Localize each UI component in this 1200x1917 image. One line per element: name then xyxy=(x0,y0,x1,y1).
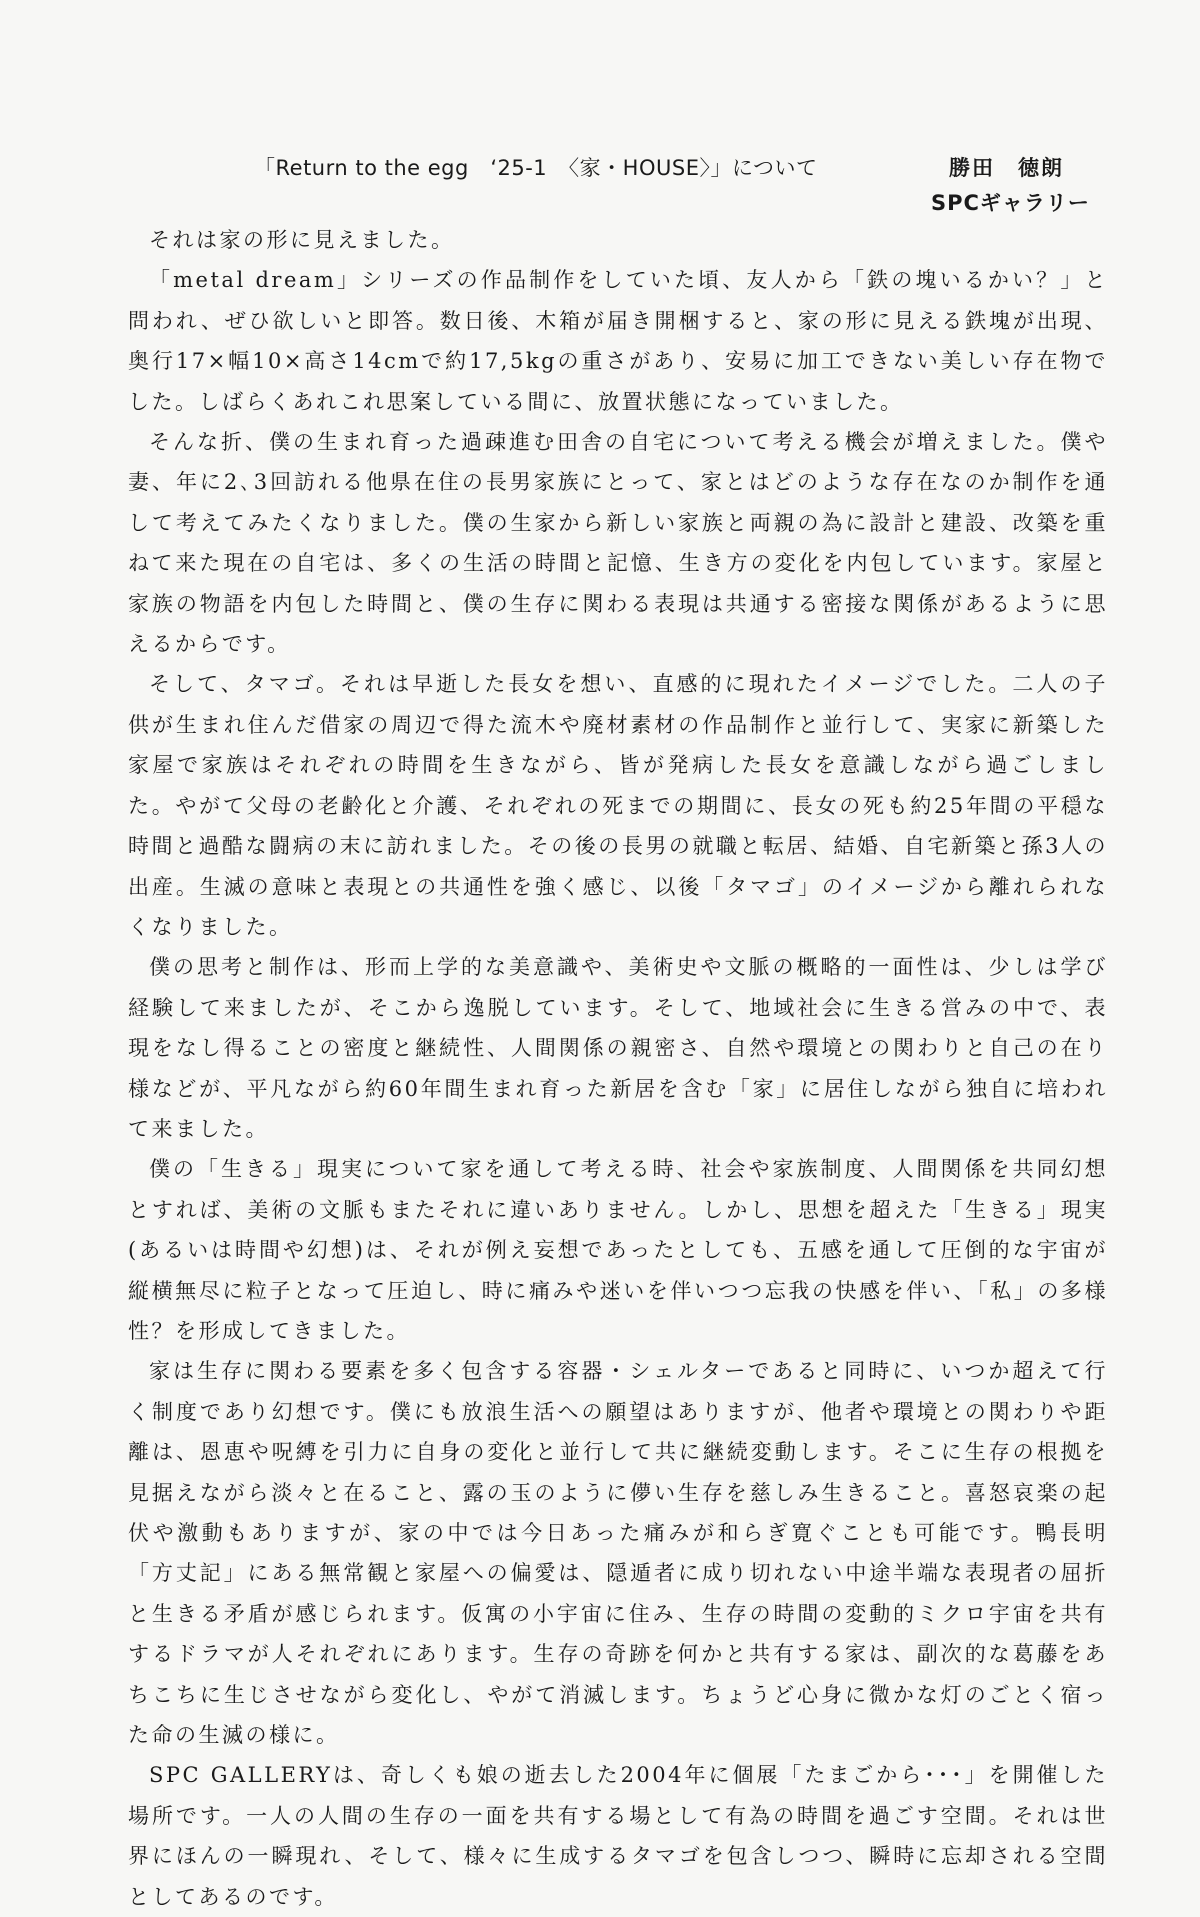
paragraph: 僕の思考と制作は、形而上学的な美意識や、美術史や文脈の概略的一面性は、少しは学び経験して来ましたが、そこから逸脱しています。そして、地域社会に生きる営みの中で、表現をなし得ることの密度と継続性、人間関係の親密さ、自然や環境との関わりと自己の在り様などが、平凡ながら約60年間生まれ育った新居を含む「家」に居住しながら独自に培われて来ました。 xyxy=(128,955,1108,1141)
essay-body xyxy=(128,220,1108,1917)
paragraph: SPC GALLERYは、奇しくも娘の逝去した2004年に個展「たまごから･･･」を開催した場所です。一人の人間の生存の一面を共有する場として有為の時間を過ごす空間。それは世界にほんの一瞬現れ、そして、様々に生成するタマゴを包含しつつ、瞬時に忘却される空間としてあるのです。 xyxy=(128,1763,1108,1909)
paragraph: それは家の形に見えました。 xyxy=(149,228,455,252)
paragraph: 家は生存に関わる要素を多く包含する容器・シェルターであると同時に、いつか超えて行く制度であり幻想です。僕にも放浪生活への願望はありますが、他者や環境との関わりや距離は、恩恵や呪縛を引力に自身の変化と並行して共に継続変動します。そこに生存の根拠を見据えながら淡々と在ること、露の玉のように儚い生存を慈しみ生きること。喜怒哀楽の起伏や激動もありますが、家の中では今日あった痛みが和らぎ寛ぐことも可能です。鴨長明「方丈記」にある無常観と家屋への偏愛は、隠遁者に成り切れない中途半端な表現者の屈折と生きる矛盾が感じられます。仮寓の小宇宙に住み、生存の時間の変動的ミクロ宇宙を共有するドラマが人それぞれにあります。生存の奇跡を何かと共有する家は、副次的な葛藤をあちこちに生じさせながら変化し、やがて消滅します。ちょうど心身に微かな灯のごとく宿った命の生滅の様に。 xyxy=(128,1359,1108,1748)
paragraph: 僕の「生きる」現実について家を通して考える時、社会や家族制度、人間関係を共同幻想とすれば、美術の文脈もまたそれに違いありません。しかし、思想を超えた「生きる」現実(あるいは時間や幻想)は、それが例え妄想であったとしても、五感を通して圧倒的な宇宙が縦横無尽に粒子となって圧迫し、時に痛みや迷いを伴いつつ忘我の快感を伴い、「私」の多様性？を形成してきました。 xyxy=(128,1157,1108,1343)
gallery-name: SPCギャラリー xyxy=(931,191,1090,215)
paragraph: そして、タマゴ。それは早逝した長女を想い、直感的に現れたイメージでした。二人の子供が生まれ住んだ借家の周辺で得た流木や廃材素材の作品制作と並行して、実家に新築した家屋で家族はそれぞれの時間を生きながら、皆が発病した長女を意識しながら過ごしました。やがて父母の老齢化と介護、それぞれの死までの期間に、長女の死も約25年間の平穏な時間と過酷な闘病の末に訪れました。その後の長男の就職と転居、結婚、自宅新築と孫3人の出産。生滅の意味と表現との共通性を強く感じ、以後「タマゴ」のイメージから離れられなくなりました。 xyxy=(128,672,1108,939)
author-name: 勝田 徳朗 xyxy=(949,156,1064,180)
paragraph: そんな折、僕の生まれ育った過疎進む田舎の自宅について考える機会が増えました。僕や妻、年に2､3回訪れる他県在住の長男家族にとって、家とはどのような存在なのか制作を通して考えてみたくなりました。僕の生家から新しい家族と両親の為に設計と建設、改築を重ねて来た現在の自宅は、多くの生活の時間と記憶、生き方の変化を内包しています。家屋と家族の物語を内包した時間と、僕の生存に関わる表現は共通する密接な関係があるように思えるからです。 xyxy=(128,430,1108,657)
paragraph: 「metal dream」シリーズの作品制作をしていた頃、友人から「鉄の塊いるかい？」と問われ、ぜひ欲しいと即答。数日後、木箱が届き開梱すると、家の形に見える鉄塊が出現、奥行17×幅10×高さ14cmで約17,5kgの重さがあり、安易に加工できない美しい存在物でした。しばらくあれこれ思案している間に、放置状態になっていました。 xyxy=(128,268,1108,414)
document-title: 「Return to the egg ‘25-1 〈家・HOUSE〉」について xyxy=(254,156,818,180)
